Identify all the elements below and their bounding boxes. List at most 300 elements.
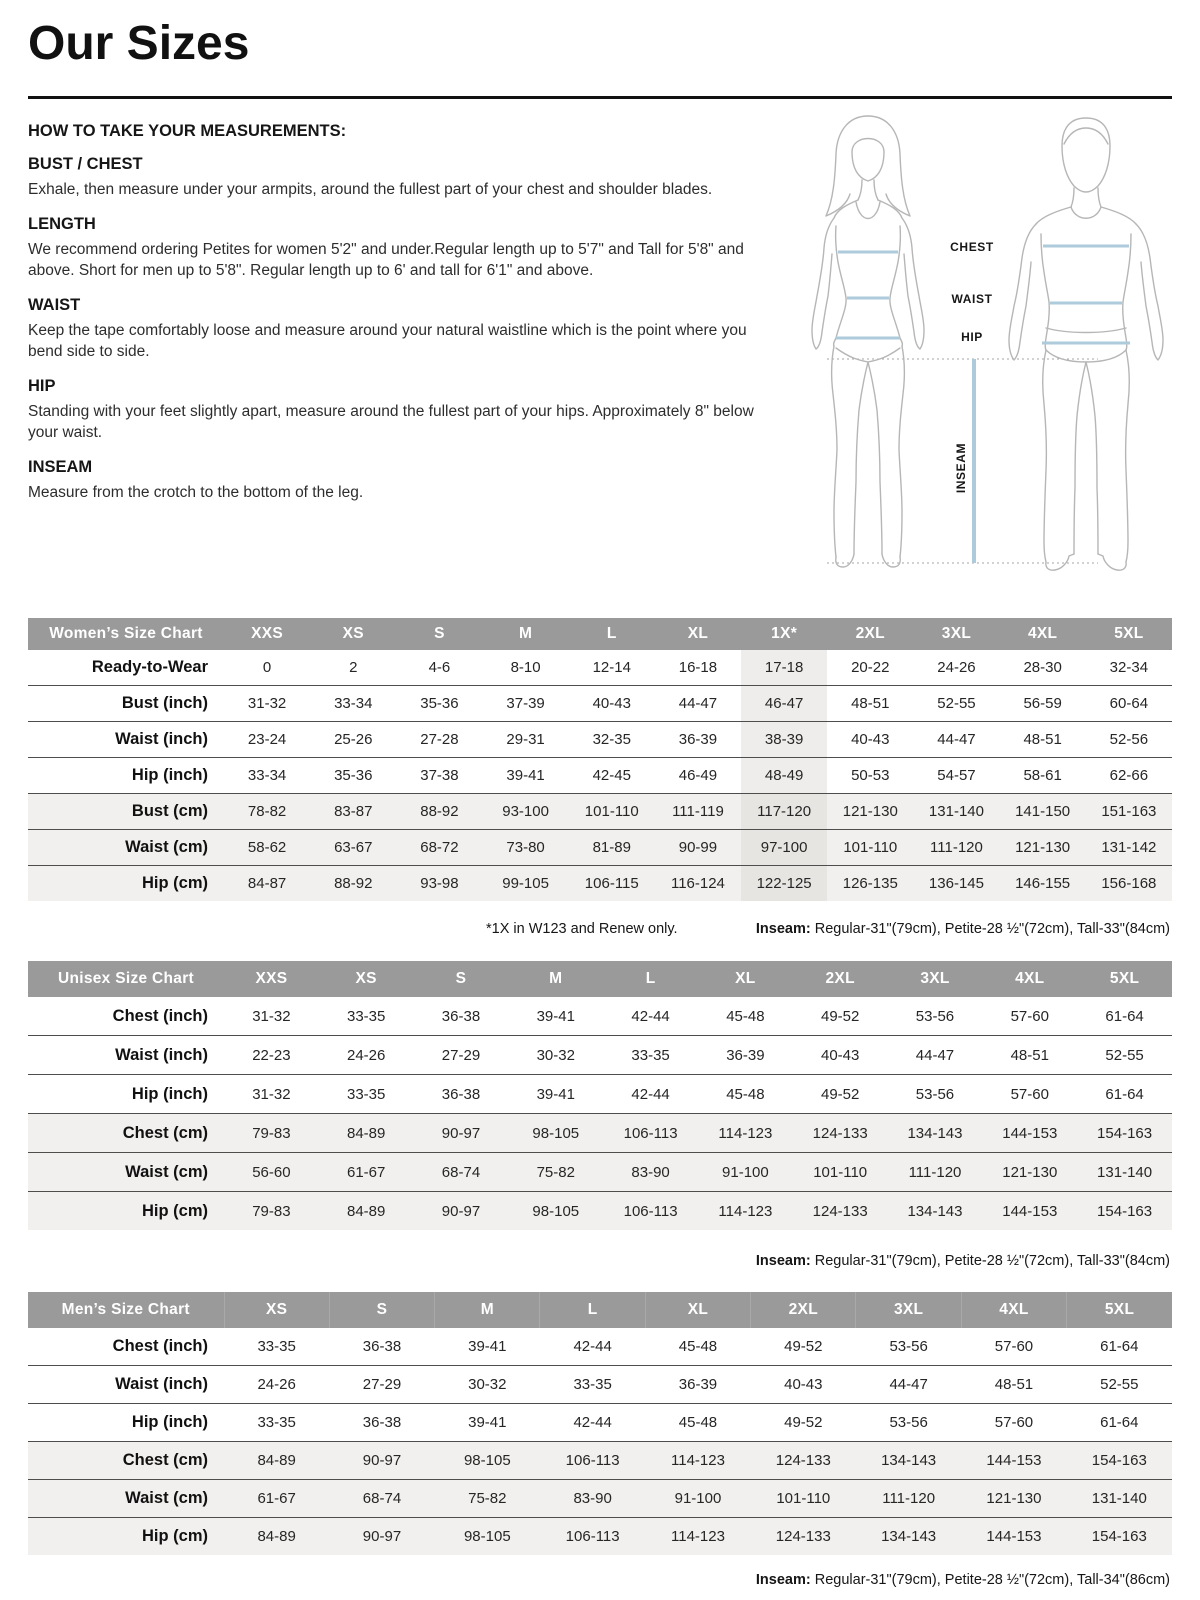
size-cell: 57-60 xyxy=(994,1338,1034,1355)
size-cell: 24-26 xyxy=(224,1366,329,1404)
size-cell: 23-24 xyxy=(224,722,310,758)
size-cell: 8-10 xyxy=(510,659,541,676)
section-text: Measure from the crotch to the bottom of the leg. xyxy=(28,483,364,501)
size-cell: 84-89 xyxy=(319,1192,414,1231)
women-size-table-grid xyxy=(28,618,1172,901)
size-cell: 141-150 xyxy=(1000,794,1086,830)
section-label: LENGTH xyxy=(28,214,96,233)
size-cell: 42-45 xyxy=(569,758,655,794)
mens-inseam-footnote xyxy=(756,1572,1170,1588)
size-cell: 31-32 xyxy=(252,1007,291,1025)
size-cell: 131-140 xyxy=(1077,1153,1172,1192)
size-cell: 53-56 xyxy=(888,1075,983,1114)
size-cell: 121-130 xyxy=(982,1153,1077,1192)
size-cell: 121-130 xyxy=(1000,830,1086,866)
row-label: Hip (cm) xyxy=(28,1518,224,1556)
size-cell: 121-130 xyxy=(961,1480,1066,1518)
size-cell: 52-56 xyxy=(1086,722,1172,758)
size-cell: 84-89 xyxy=(224,1518,329,1556)
table-title: Women’s Size Chart xyxy=(28,618,224,650)
size-cell: 33-35 xyxy=(540,1366,645,1404)
size-cell: 126-135 xyxy=(827,866,913,902)
size-cell: 40-43 xyxy=(751,1366,856,1404)
size-cell: 61-64 xyxy=(1105,1007,1144,1025)
size-column-header: 4XL xyxy=(1000,618,1086,650)
size-column-header: S xyxy=(329,1292,434,1328)
section-inseam xyxy=(28,458,776,504)
size-column-header: M xyxy=(508,961,603,997)
section-length xyxy=(28,215,776,282)
size-cell: 81-89 xyxy=(569,830,655,866)
size-cell: 98-105 xyxy=(435,1442,540,1480)
size-cell: 106-115 xyxy=(569,866,655,902)
size-cell: 54-57 xyxy=(913,758,999,794)
size-cell: 114-123 xyxy=(645,1442,750,1480)
size-cell: 28-30 xyxy=(1023,659,1062,676)
size-cell: 58-61 xyxy=(1000,758,1086,794)
size-cell: 27-29 xyxy=(414,1036,509,1075)
size-cell: 101-110 xyxy=(569,794,655,830)
size-cell: 90-97 xyxy=(414,1114,509,1153)
size-column-header: XXS xyxy=(224,618,310,650)
size-column-header: 5XL xyxy=(1067,1292,1172,1328)
size-cell: 24-26 xyxy=(937,659,976,676)
size-cell: 52-55 xyxy=(1067,1366,1172,1404)
row-label: Waist (inch) xyxy=(28,1366,224,1404)
row-label: Chest (cm) xyxy=(28,1442,224,1480)
chest-label: CHEST xyxy=(950,240,994,254)
size-cell: 144-153 xyxy=(961,1442,1066,1480)
size-cell: 131-142 xyxy=(1086,830,1172,866)
unisex-size-table-grid xyxy=(28,961,1172,1230)
size-cell: 44-47 xyxy=(655,686,741,722)
size-cell: 83-90 xyxy=(603,1153,698,1192)
row-label: Ready-to-Wear xyxy=(91,658,208,676)
mens-table-footnotes xyxy=(28,1572,1172,1594)
size-cell: 63-67 xyxy=(310,830,396,866)
size-cell: 121-130 xyxy=(827,794,913,830)
size-cell: 114-123 xyxy=(645,1518,750,1556)
row-label: Chest (inch) xyxy=(112,1337,208,1355)
size-cell: 101-110 xyxy=(793,1153,888,1192)
size-cell: 48-51 xyxy=(961,1366,1066,1404)
size-cell: 39-41 xyxy=(483,758,569,794)
womens-inseam-footnote xyxy=(756,921,1170,937)
table-row xyxy=(28,1328,1172,1366)
size-cell: 33-35 xyxy=(347,1007,386,1025)
size-cell: 44-47 xyxy=(856,1366,961,1404)
size-cell: 61-67 xyxy=(224,1480,329,1518)
size-cell: 37-38 xyxy=(396,758,482,794)
unisex-size-chart-table xyxy=(28,961,1172,1230)
size-cell: 49-52 xyxy=(784,1338,823,1355)
size-cell: 117-120 xyxy=(741,794,827,830)
measurement-instructions xyxy=(28,122,776,503)
table-row xyxy=(28,650,1172,686)
size-cell: 79-83 xyxy=(224,1192,319,1231)
row-label: Waist (inch) xyxy=(28,722,224,758)
inseam-footnote-text: Regular-31"(79cm), Petite-28 ½"(72cm), Tall-33"(84cm) xyxy=(810,1253,1170,1269)
size-cell: 52-55 xyxy=(913,686,999,722)
section-text: We recommend ordering Petites for women 5'2" and under.Regular length up to 5'7" and Tall for 5'8" and above. Short for men up to 5'8". Regular length up to 6' and tall for 6'1" and above. xyxy=(28,240,744,279)
size-cell: 91-100 xyxy=(698,1153,793,1192)
size-cell: 42-44 xyxy=(540,1404,645,1442)
table-row xyxy=(28,722,1172,758)
size-column-header: XS xyxy=(224,1292,329,1328)
size-cell: 49-52 xyxy=(751,1404,856,1442)
table-row xyxy=(28,866,1172,902)
size-cell: 93-98 xyxy=(396,866,482,902)
size-column-header: 3XL xyxy=(888,961,983,997)
size-cell: 17-18 xyxy=(741,650,827,686)
size-cell: 75-82 xyxy=(508,1153,603,1192)
size-cell: 131-140 xyxy=(913,794,999,830)
size-cell: 91-100 xyxy=(645,1480,750,1518)
size-column-header: L xyxy=(603,961,698,997)
hip-label: HIP xyxy=(961,330,983,344)
size-cell: 33-35 xyxy=(603,1036,698,1075)
size-cell: 56-60 xyxy=(224,1153,319,1192)
size-cell: 61-64 xyxy=(1077,1075,1172,1114)
size-cell: 27-29 xyxy=(329,1366,434,1404)
inseam-footnote-text: Regular-31"(79cm), Petite-28 ½"(72cm), Tall-34"(86cm) xyxy=(810,1572,1170,1588)
size-cell: 36-39 xyxy=(645,1366,750,1404)
size-cell: 32-35 xyxy=(569,722,655,758)
size-cell: 36-39 xyxy=(655,722,741,758)
size-cell: 84-89 xyxy=(224,1442,329,1480)
size-cell: 20-22 xyxy=(851,659,890,676)
size-cell: 57-60 xyxy=(982,1075,1077,1114)
size-cell: 30-32 xyxy=(508,1036,603,1075)
size-cell: 154-163 xyxy=(1077,1192,1172,1231)
title-divider xyxy=(28,96,1172,99)
size-cell: 33-35 xyxy=(224,1404,329,1442)
size-column-header: L xyxy=(569,618,655,650)
row-label: Chest (inch) xyxy=(112,1006,208,1025)
section-bust-chest xyxy=(28,155,776,201)
section-label: INSEAM xyxy=(28,457,93,476)
table-row xyxy=(28,794,1172,830)
size-cell: 45-48 xyxy=(726,1007,765,1025)
row-label: Waist (cm) xyxy=(28,1153,224,1192)
size-cell: 33-34 xyxy=(224,758,310,794)
size-cell: 122-125 xyxy=(741,866,827,902)
size-cell: 98-105 xyxy=(508,1192,603,1231)
size-cell: 36-38 xyxy=(414,1075,509,1114)
size-column-header: 4XL xyxy=(961,1292,1066,1328)
size-cell: 0 xyxy=(262,659,272,676)
size-cell: 53-56 xyxy=(856,1404,961,1442)
size-cell: 79-83 xyxy=(224,1114,319,1153)
size-cell: 45-48 xyxy=(698,1075,793,1114)
size-cell: 90-99 xyxy=(655,830,741,866)
section-text: Keep the tape comfortably loose and measure around your natural waistline which is the point where you bend side to side. xyxy=(28,321,747,360)
row-label: Hip (cm) xyxy=(28,1192,224,1231)
size-cell: 42-44 xyxy=(573,1338,612,1355)
size-cell: 131-140 xyxy=(1067,1480,1172,1518)
size-cell: 111-119 xyxy=(655,794,741,830)
unisex-inseam-footnote xyxy=(756,1253,1170,1269)
size-cell: 134-143 xyxy=(888,1192,983,1231)
size-cell: 58-62 xyxy=(224,830,310,866)
size-cell: 53-56 xyxy=(889,1338,928,1355)
size-cell: 144-153 xyxy=(982,1192,1077,1231)
row-label: Hip (inch) xyxy=(28,1404,224,1442)
table-title: Men’s Size Chart xyxy=(28,1292,224,1328)
size-cell: 111-120 xyxy=(913,830,999,866)
section-label: HIP xyxy=(28,376,56,395)
size-cell: 68-74 xyxy=(329,1480,434,1518)
size-cell: 36-38 xyxy=(441,1007,481,1025)
table-row xyxy=(28,1036,1172,1075)
size-column-header: XXS xyxy=(224,961,319,997)
size-cell: 16-18 xyxy=(678,659,718,676)
row-label: Bust (inch) xyxy=(28,686,224,722)
size-cell: 40-43 xyxy=(569,686,655,722)
inseam-label: INSEAM xyxy=(954,442,968,494)
size-cell: 24-26 xyxy=(319,1036,414,1075)
size-column-header: L xyxy=(540,1292,645,1328)
size-cell: 37-39 xyxy=(483,686,569,722)
size-cell: 53-56 xyxy=(915,1007,955,1025)
row-label: Waist (cm) xyxy=(28,830,224,866)
size-cell: 36-38 xyxy=(329,1404,434,1442)
size-cell: 84-87 xyxy=(224,866,310,902)
size-cell: 68-72 xyxy=(396,830,482,866)
womens-size-chart-table xyxy=(28,618,1172,901)
size-column-header: 5XL xyxy=(1086,618,1172,650)
size-cell: 49-52 xyxy=(793,1075,888,1114)
row-label: Waist (cm) xyxy=(28,1480,224,1518)
inseam-footnote-label: Inseam: xyxy=(755,1253,811,1269)
size-cell: 56-59 xyxy=(1000,686,1086,722)
size-cell: 33-34 xyxy=(310,686,396,722)
size-cell: 44-47 xyxy=(888,1036,983,1075)
size-cell: 156-168 xyxy=(1086,866,1172,902)
row-label: Chest (cm) xyxy=(28,1114,224,1153)
row-label: Bust (cm) xyxy=(28,794,224,830)
waist-label: WAIST xyxy=(951,292,993,306)
size-cell: 78-82 xyxy=(224,794,310,830)
table-row xyxy=(28,1442,1172,1480)
size-cell: 114-123 xyxy=(698,1192,793,1231)
inseam-footnote-text: Regular-31"(79cm), Petite-28 ½"(72cm), Tall-33"(84cm) xyxy=(810,921,1170,937)
size-cell: 57-60 xyxy=(961,1404,1066,1442)
size-cell: 134-143 xyxy=(888,1114,983,1153)
size-column-header: S xyxy=(414,961,509,997)
table-row xyxy=(28,1114,1172,1153)
size-cell: 97-100 xyxy=(741,830,827,866)
size-cell: 36-38 xyxy=(362,1338,402,1355)
size-cell: 25-26 xyxy=(310,722,396,758)
men-size-table-grid xyxy=(28,1292,1172,1555)
size-column-header: M xyxy=(435,1292,540,1328)
size-cell: 57-60 xyxy=(1010,1007,1049,1025)
size-cell: 39-41 xyxy=(468,1338,507,1355)
size-cell: 124-133 xyxy=(751,1518,856,1556)
size-column-header: S xyxy=(396,618,482,650)
male-figure-outline xyxy=(1009,118,1163,570)
table-row xyxy=(28,1404,1172,1442)
size-cell: 146-155 xyxy=(1000,866,1086,902)
size-cell: 106-113 xyxy=(540,1518,645,1556)
size-cell: 4-6 xyxy=(428,659,451,676)
unisex-table-footnotes xyxy=(28,1253,1172,1275)
table-row xyxy=(28,1518,1172,1556)
table-title: Unisex Size Chart xyxy=(28,961,224,997)
row-label: Hip (inch) xyxy=(28,758,224,794)
size-cell: 61-67 xyxy=(319,1153,414,1192)
section-label: WAIST xyxy=(28,295,81,314)
size-cell: 98-105 xyxy=(508,1114,603,1153)
size-cell: 42-44 xyxy=(603,1075,698,1114)
row-label: Hip (inch) xyxy=(28,1075,224,1114)
size-cell: 48-51 xyxy=(982,1036,1077,1075)
size-cell: 29-31 xyxy=(483,722,569,758)
size-cell: 45-48 xyxy=(678,1338,718,1355)
size-column-header: 2XL xyxy=(751,1292,856,1328)
size-cell: 134-143 xyxy=(856,1442,961,1480)
size-cell: 22-23 xyxy=(224,1036,319,1075)
instructions-heading: HOW TO TAKE YOUR MEASUREMENTS: xyxy=(28,122,347,140)
size-cell: 45-48 xyxy=(645,1404,750,1442)
size-cell: 154-163 xyxy=(1077,1114,1172,1153)
size-cell: 106-113 xyxy=(603,1192,698,1231)
size-column-header: XL xyxy=(655,618,741,650)
size-cell: 90-97 xyxy=(329,1442,434,1480)
body-measurement-diagram xyxy=(788,110,1172,578)
size-column-header: XS xyxy=(319,961,414,997)
size-cell: 40-43 xyxy=(827,722,913,758)
row-label: Hip (cm) xyxy=(28,866,224,902)
size-column-header: XS xyxy=(310,618,396,650)
size-column-header: 4XL xyxy=(982,961,1077,997)
size-cell: 27-28 xyxy=(396,722,482,758)
size-cell: 61-64 xyxy=(1100,1338,1139,1355)
size-cell: 46-47 xyxy=(741,686,827,722)
table-row xyxy=(28,1075,1172,1114)
size-cell: 31-32 xyxy=(224,1075,319,1114)
size-column-header: M xyxy=(483,618,569,650)
size-cell: 60-64 xyxy=(1086,686,1172,722)
size-cell: 30-32 xyxy=(435,1366,540,1404)
size-column-header: 2XL xyxy=(793,961,888,997)
size-cell: 116-124 xyxy=(655,866,741,902)
table-row xyxy=(28,758,1172,794)
size-cell: 39-41 xyxy=(536,1007,575,1025)
size-cell: 106-113 xyxy=(603,1114,698,1153)
size-cell: 90-97 xyxy=(329,1518,434,1556)
size-cell: 124-133 xyxy=(793,1114,888,1153)
size-cell: 52-55 xyxy=(1077,1036,1172,1075)
section-hip xyxy=(28,377,776,444)
size-cell: 88-92 xyxy=(396,794,482,830)
size-cell: 50-53 xyxy=(827,758,913,794)
row-label: Waist (inch) xyxy=(28,1036,224,1075)
size-cell: 90-97 xyxy=(414,1192,509,1231)
table-row xyxy=(28,686,1172,722)
size-cell: 2 xyxy=(349,659,358,676)
size-cell: 88-92 xyxy=(310,866,396,902)
size-cell: 48-51 xyxy=(827,686,913,722)
size-cell: 33-35 xyxy=(319,1075,414,1114)
size-column-header: 5XL xyxy=(1077,961,1172,997)
size-cell: 39-41 xyxy=(435,1404,540,1442)
table-row xyxy=(28,1480,1172,1518)
size-cell: 75-82 xyxy=(435,1480,540,1518)
size-cell: 42-44 xyxy=(631,1007,670,1025)
size-cell: 49-52 xyxy=(820,1007,860,1025)
section-waist xyxy=(28,296,776,363)
size-cell: 124-133 xyxy=(793,1192,888,1231)
size-cell: 111-120 xyxy=(856,1480,961,1518)
size-cell: 136-145 xyxy=(913,866,999,902)
size-cell: 46-49 xyxy=(655,758,741,794)
size-column-header: 3XL xyxy=(913,618,999,650)
size-column-header: XL xyxy=(645,1292,750,1328)
size-cell: 35-36 xyxy=(310,758,396,794)
page-title: Our Sizes xyxy=(28,17,250,70)
size-column-header: 2XL xyxy=(827,618,913,650)
size-cell: 144-153 xyxy=(961,1518,1066,1556)
size-cell: 61-64 xyxy=(1067,1404,1172,1442)
inseam-footnote-label: Inseam: xyxy=(755,921,811,937)
size-cell: 31-32 xyxy=(224,686,310,722)
table-row xyxy=(28,1192,1172,1231)
table-row xyxy=(28,1153,1172,1192)
section-text: Exhale, then measure under your armpits, around the fullest part of your chest and shoulder blades. xyxy=(28,181,713,198)
size-cell: 101-110 xyxy=(751,1480,856,1518)
inseam-footnote-label: Inseam: xyxy=(755,1572,811,1588)
size-cell: 114-123 xyxy=(698,1114,793,1153)
size-cell: 134-143 xyxy=(856,1518,961,1556)
size-cell: 154-163 xyxy=(1067,1442,1172,1480)
table-row xyxy=(28,1366,1172,1404)
table-row xyxy=(28,830,1172,866)
size-cell: 62-66 xyxy=(1086,758,1172,794)
size-cell: 83-87 xyxy=(310,794,396,830)
section-label: BUST / CHEST xyxy=(28,155,143,173)
size-cell: 111-120 xyxy=(888,1153,983,1192)
size-cell: 68-74 xyxy=(414,1153,509,1192)
female-figure-outline xyxy=(812,116,924,567)
size-cell: 101-110 xyxy=(827,830,913,866)
womens-table-footnotes xyxy=(28,921,1172,943)
size-cell: 48-49 xyxy=(741,758,827,794)
size-cell: 38-39 xyxy=(741,722,827,758)
size-cell: 12-14 xyxy=(592,659,631,676)
size-cell: 124-133 xyxy=(751,1442,856,1480)
size-cell: 151-163 xyxy=(1086,794,1172,830)
size-cell: 33-35 xyxy=(257,1338,296,1355)
size-cell: 35-36 xyxy=(396,686,482,722)
size-cell: 106-113 xyxy=(540,1442,645,1480)
section-text: Standing with your feet slightly apart, measure around the fullest part of your hips. Approximately 8" below your waist. xyxy=(28,402,754,441)
size-cell: 154-163 xyxy=(1067,1518,1172,1556)
size-cell: 144-153 xyxy=(982,1114,1077,1153)
size-cell: 32-34 xyxy=(1109,659,1149,676)
table-row xyxy=(28,997,1172,1036)
size-column-header: 3XL xyxy=(856,1292,961,1328)
size-column-header: 1X* xyxy=(741,618,827,650)
womens-1x-footnote: *1X in W123 and Renew only. xyxy=(486,921,678,937)
size-cell: 84-89 xyxy=(319,1114,414,1153)
size-cell: 73-80 xyxy=(483,830,569,866)
size-cell: 36-39 xyxy=(698,1036,793,1075)
size-cell: 39-41 xyxy=(508,1075,603,1114)
size-cell: 44-47 xyxy=(913,722,999,758)
size-cell: 40-43 xyxy=(793,1036,888,1075)
